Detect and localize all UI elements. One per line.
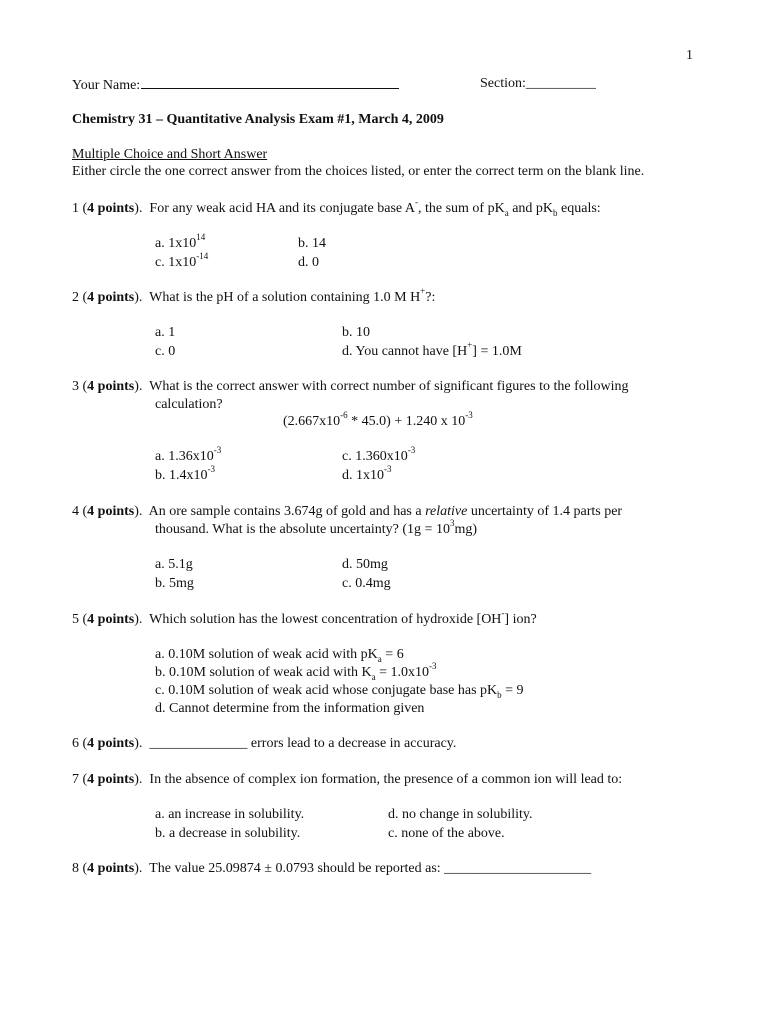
q4-option-c[interactable]: c. 0.4mg [342,576,391,591]
question-2: 2 (4 points). What is the pH of a solution containing 1.0 M H+?: [72,286,436,305]
q7-option-b[interactable]: b. a decrease in solubility. [155,826,301,841]
q2-option-d[interactable]: d. You cannot have [H+] = 1.0M [342,340,522,359]
q2-option-a[interactable]: a. 1 [155,325,176,340]
q4-option-b[interactable]: b. 5mg [155,576,194,591]
q2-option-b[interactable]: b. 10 [342,325,370,340]
section-subheading: Multiple Choice and Short Answer [72,147,268,162]
question-4: 4 (4 points). An ore sample contains 3.674g of gold and has a relative uncertainty of 1.4 parts per [72,504,623,519]
question-6[interactable]: 6 (4 points). ______________ errors lead to a decrease in accuracy. [72,736,457,751]
question-7: 7 (4 points). In the absence of complex ion formation, the presence of a common ion will lead to: [72,772,623,787]
question-8[interactable]: 8 (4 points). The value 25.09874 ± 0.0793 should be reported as: _____________________ [72,861,592,876]
question-3: 3 (4 points). What is the correct answer with correct number of significant figures to the following [72,379,629,394]
q5-option-c[interactable]: c. 0.10M solution of weak acid whose conjugate base has $pK_b = 9$ [155,683,524,700]
q1-option-a[interactable]: a. $1x10^{14}$ [155,232,206,251]
q7-option-a[interactable]: a. an increase in solubility. [155,807,305,822]
page-number: 1 [686,48,693,63]
q5-option-b[interactable]: b. 0.10M solution of weak acid with $K_a = 1.0x10^{-3}$ [155,661,437,682]
q5-option-a[interactable]: a. 0.10M solution of weak acid with $pK_a = 6$ [155,647,404,664]
q3-option-b[interactable]: b. $1.4x10^{-3}$ [155,464,215,483]
question-4-line-2: thousand. What is the absolute uncertainty? $(1g = 10^3mg)$ [155,518,478,537]
points-label: 4 points [87,201,135,216]
q4-option-a[interactable]: a. 5.1g [155,557,193,572]
q3-option-d[interactable]: d. $1x10^{-3}$ [342,464,392,483]
instructions: Either circle the one correct answer from the choices listed, or enter the correct term on the blank line. [72,164,645,179]
q3-calculation: $(2.667x10^{-6} * 45.0) + 1.240$ x $10^{-3}$ [283,410,473,429]
name-blank-line[interactable] [141,75,399,89]
name-field[interactable] [72,75,399,95]
q1-option-d[interactable]: d. 0 [298,255,319,270]
q1-option-c[interactable]: c. $1x10^{-14}$ [155,251,209,270]
q1-option-b[interactable]: b. 14 [298,236,326,251]
question-3-line-2: calculation? [155,397,223,412]
name-label: Your Name: [72,78,141,93]
q2-option-c[interactable]: c. 0 [155,344,176,359]
q5-option-d[interactable]: d. Cannot determine from the information given [155,701,425,716]
q7-option-c[interactable]: c. none of the above. [388,826,505,841]
question-5: 5 (4 points). Which solution has the lowest concentration of hydroxide [OH-] ion? [72,608,537,627]
exam-title: Chemistry 31 – Quantitative Analysis Exam #1, March 4, 2009 [72,112,444,127]
q3-option-c[interactable]: c. $1.360x10^{-3}$ [342,445,416,464]
q3-option-a[interactable]: a. $1.36x10^{-3}$ [155,445,222,464]
q7-option-d[interactable]: d. no change in solubility. [388,807,533,822]
section-field[interactable]: Section:__________ [480,76,596,91]
q4-option-d[interactable]: d. 50mg [342,557,388,572]
question-1: 1 (4 points). For any weak acid HA and its conjugate base A-, the sum of $pK_a$ and $pK_b$ equals: [72,197,601,218]
